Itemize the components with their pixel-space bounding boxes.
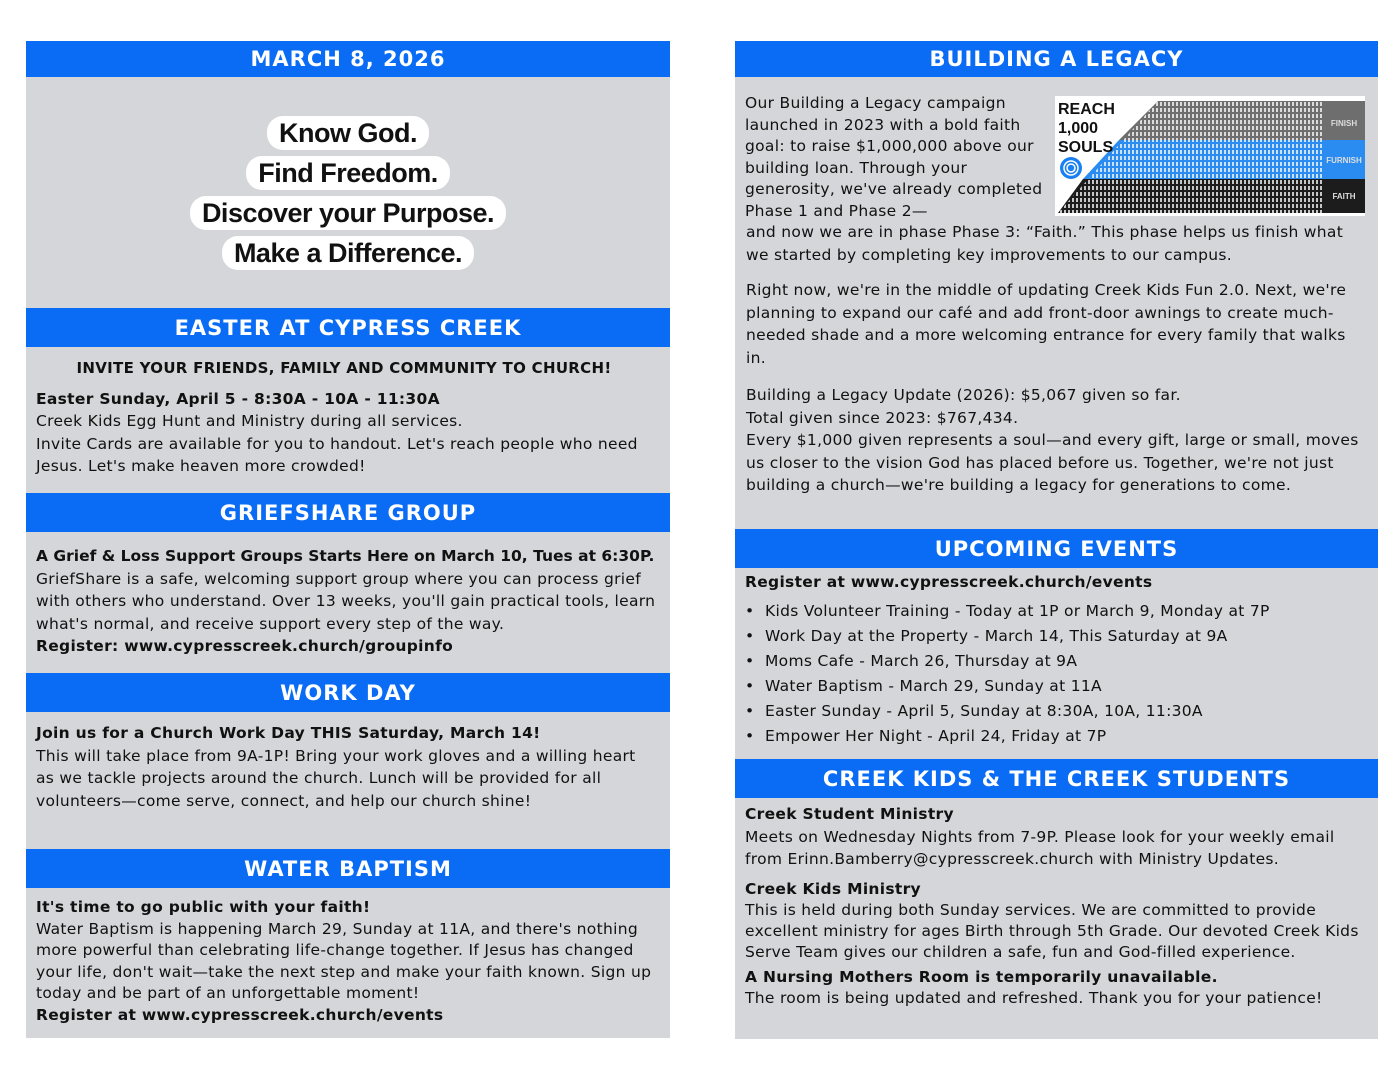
event-item: • Moms Cafe - March 26, Thursday at 9A	[745, 650, 1364, 673]
band-label: FURNISH	[1326, 156, 1362, 165]
event-item: • Kids Volunteer Training - Today at 1P or March 9, Monday at 7P	[745, 600, 1364, 623]
griefshare-text: GriefShare is a safe, welcoming support group where you can process grief with others who understand. Over 13 weeks, you'll gain practical tools, learn what's normal, and receive support every step of the way.	[36, 569, 656, 633]
baptism-text: Water Baptism is happening March 29, Sunday at 11A, and there's nothing more powerful than celebrating life-change together. If Jesus has changed your life, don't wait—take the next step and make your faith known. Sign up today and be part of an unforgettable moment!	[36, 919, 652, 1002]
baptism-header: WATER BAPTISM	[26, 849, 670, 888]
baptism-lead: It's time to go public with your faith!	[36, 898, 371, 916]
reach-souls-graphic	[1055, 96, 1365, 216]
reach-text: 1,000	[1058, 120, 1099, 137]
kids-panel	[735, 798, 1378, 1039]
workday-lead: Join us for a Church Work Day THIS Saturday, March 14!	[36, 724, 541, 742]
legacy-intro-cont: and now we are in phase Phase 3: “Faith.” This phase helps us finish what we started by completing key improvements to our campus.	[746, 223, 1344, 264]
event-item: • Empower Her Night - April 24, Friday at 7P	[745, 725, 1364, 748]
events-header: UPCOMING EVENTS	[735, 529, 1378, 568]
griefshare-header: GRIEFSHARE GROUP	[26, 493, 670, 532]
easter-line1: Creek Kids Egg Hunt and Ministry during all services.	[36, 412, 463, 430]
event-item: • Water Baptism - March 29, Sunday at 11A	[745, 675, 1364, 698]
events-register[interactable]: Register at www.cypresscreek.church/events	[745, 573, 1153, 591]
baptism-register[interactable]: Register at www.cypresscreek.church/events	[36, 1005, 444, 1024]
band-label: FINISH	[1330, 119, 1358, 128]
kids-header: CREEK KIDS & THE CREEK STUDENTS	[735, 759, 1378, 798]
easter-panel	[26, 347, 670, 493]
events-panel	[735, 568, 1378, 759]
tagline: Make a Difference.	[222, 236, 474, 270]
legacy-p3: Every $1,000 given represents a soul—and every gift, large or small, moves us closer to the vision God has placed before us. Together, we're not just building a church—we're building a legacy for generations to come.	[746, 431, 1359, 494]
baptism-panel	[26, 888, 670, 1038]
griefshare-panel	[26, 532, 670, 673]
griefshare-register[interactable]: Register: www.cypresscreek.church/groupinfo	[36, 637, 454, 655]
workday-header: WORK DAY	[26, 673, 670, 712]
easter-times: Easter Sunday, April 5 - 8:30A - 10A - 11:30A	[36, 389, 440, 408]
legacy-header: BUILDING A LEGACY	[735, 41, 1378, 77]
easter-header: EASTER AT CYPRESS CREEK	[26, 308, 670, 347]
reach-text: REACH	[1058, 101, 1115, 118]
legacy-intro: Our Building a Legacy campaign launched in 2023 with a bold faith goal: to raise $1,000,000 above our building loan. Through your generosity, we've already completed Phase 1 and Phase 2—	[745, 94, 1043, 220]
kids-title: Creek Kids Ministry	[745, 879, 921, 898]
tagline: Know God.	[267, 116, 429, 150]
events-list	[745, 600, 1364, 748]
workday-text: This will take place from 9A-1P! Bring your work gloves and a willing heart as we tackle projects around the church. Lunch will be provided for all volunteers—come serve, connect, and help our church shine!	[36, 746, 636, 810]
nursing-text: The room is being updated and refreshed. Thank you for your patience!	[745, 988, 1323, 1007]
legacy-update: Building a Legacy Update (2026): $5,067 given so far.	[746, 386, 1181, 404]
church-logo-icon	[1060, 157, 1082, 179]
legacy-total: Total given since 2023: $767,434.	[746, 408, 1019, 427]
reach-text: SOULS	[1058, 139, 1114, 156]
student-text: Meets on Wednesday Nights from 7-9P. Please look for your weekly email from Erinn.Bamberry@cypresscreek.church with Ministry Updates.	[745, 827, 1335, 868]
band-label: FAITH	[1332, 192, 1356, 201]
event-item: • Work Day at the Property - March 14, This Saturday at 9A	[745, 625, 1364, 648]
student-title: Creek Student Ministry	[745, 805, 954, 823]
event-item: • Easter Sunday - April 5, Sunday at 8:30A, 10A, 11:30A	[745, 700, 1364, 723]
easter-line2: Invite Cards are available for you to handout. Let's reach people who need Jesus. Let's make heaven more crowded!	[36, 434, 638, 475]
workday-panel	[26, 712, 670, 849]
tagline: Find Freedom.	[246, 156, 450, 190]
legacy-p2: Right now, we're in the middle of updating Creek Kids Fun 2.0. Next, we're planning to expand our café and add front-door awnings to create much-needed shade and a more welcoming entrance for every family that walks in.	[746, 281, 1347, 367]
nursing-title: A Nursing Mothers Room is temporarily unavailable.	[745, 967, 1218, 986]
easter-subtitle: INVITE YOUR FRIENDS, FAMILY AND COMMUNITY TO CHURCH!	[76, 359, 612, 377]
tagline-panel	[26, 77, 670, 308]
kids-text: This is held during both Sunday services. We are committed to provide excellent ministry for ages Birth through 5th Grade. Our devoted Creek Kids Serve Team gives our children a safe, fun and God-filled experience.	[745, 900, 1359, 961]
griefshare-lead: A Grief & Loss Support Groups Starts Here on March 10, Tues at 6:30P.	[36, 547, 655, 565]
date-header: MARCH 8, 2026	[26, 41, 670, 77]
legacy-panel	[735, 77, 1378, 529]
tagline: Discover your Purpose.	[190, 196, 506, 230]
